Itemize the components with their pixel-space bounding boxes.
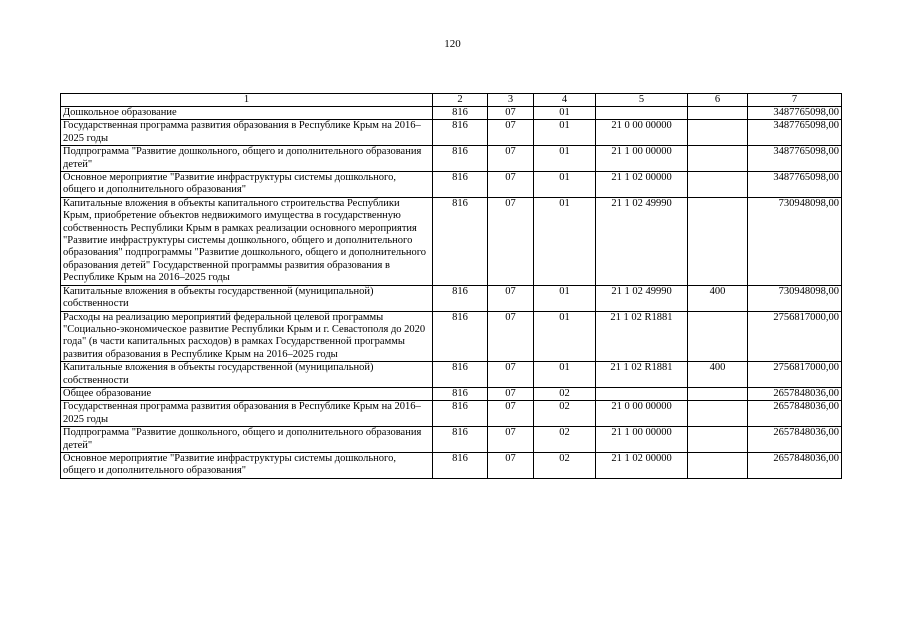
row-cell-4: 01 (534, 197, 596, 285)
row-cell-5: 21 1 02 00000 (596, 452, 688, 478)
row-cell-4: 01 (534, 146, 596, 172)
row-cell-2: 816 (433, 311, 488, 362)
table-row (61, 172, 842, 198)
row-amount-cell: 3487765098,00 (748, 120, 842, 146)
row-name-cell: Государственная программа развития образования в Республике Крым на 2016–2025 годы (61, 401, 433, 427)
row-amount-cell: 2756817000,00 (748, 311, 842, 362)
table-row (61, 362, 842, 388)
row-cell-5: 21 1 02 R1881 (596, 311, 688, 362)
table-row (61, 197, 842, 285)
row-amount-cell: 730948098,00 (748, 197, 842, 285)
row-cell-4: 02 (534, 401, 596, 427)
row-cell-3: 07 (488, 146, 534, 172)
row-cell-6: 400 (688, 362, 748, 388)
row-cell-4: 02 (534, 387, 596, 400)
row-name-cell: Основное мероприятие "Развитие инфраструктуры системы дошкольного, общего и дополнительного образования" (61, 172, 433, 198)
row-cell-4: 02 (534, 452, 596, 478)
table-row (61, 285, 842, 311)
row-name-cell: Расходы на реализацию мероприятий федеральной целевой программы "Социально-экономическое развитие Республики Крым и г. Севастополя до 2020 года" (в части капитальных расходов) в рамках Государственной программы развития образования в Республике Крым на 2016–2025 годы (61, 311, 433, 362)
row-cell-2: 816 (433, 285, 488, 311)
table-row (61, 401, 842, 427)
row-cell-2: 816 (433, 197, 488, 285)
row-name-cell: Дошкольное образование (61, 107, 433, 120)
row-cell-5: 21 1 00 00000 (596, 427, 688, 453)
row-amount-cell: 2657848036,00 (748, 387, 842, 400)
row-cell-3: 07 (488, 172, 534, 198)
row-cell-6: 400 (688, 285, 748, 311)
row-cell-6 (688, 146, 748, 172)
row-cell-5 (596, 387, 688, 400)
row-cell-6 (688, 172, 748, 198)
row-cell-3: 07 (488, 427, 534, 453)
row-cell-4: 01 (534, 362, 596, 388)
row-cell-5: 21 1 02 R1881 (596, 362, 688, 388)
row-cell-3: 07 (488, 452, 534, 478)
row-cell-5 (596, 107, 688, 120)
row-cell-6 (688, 401, 748, 427)
row-cell-2: 816 (433, 387, 488, 400)
table-row (61, 146, 842, 172)
row-cell-2: 816 (433, 120, 488, 146)
row-cell-6 (688, 107, 748, 120)
row-cell-3: 07 (488, 107, 534, 120)
row-amount-cell: 2657848036,00 (748, 401, 842, 427)
row-name-cell: Основное мероприятие "Развитие инфраструктуры системы дошкольного, общего и дополнительного образования" (61, 452, 433, 478)
row-cell-4: 01 (534, 285, 596, 311)
row-cell-5: 21 1 02 49990 (596, 285, 688, 311)
row-cell-6 (688, 452, 748, 478)
budget-table (60, 93, 842, 479)
row-cell-4: 01 (534, 107, 596, 120)
row-cell-6 (688, 427, 748, 453)
row-cell-6 (688, 120, 748, 146)
column-header: 6 (688, 94, 748, 107)
row-cell-6 (688, 387, 748, 400)
row-cell-6 (688, 197, 748, 285)
table-body (61, 107, 842, 479)
row-name-cell: Подпрограмма "Развитие дошкольного, общего и дополнительного образования детей" (61, 146, 433, 172)
row-cell-3: 07 (488, 197, 534, 285)
row-amount-cell: 2756817000,00 (748, 362, 842, 388)
column-header: 1 (61, 94, 433, 107)
row-cell-3: 07 (488, 311, 534, 362)
row-cell-3: 07 (488, 401, 534, 427)
table-row (61, 387, 842, 400)
table-header-row (61, 94, 842, 107)
row-cell-2: 816 (433, 107, 488, 120)
row-amount-cell: 2657848036,00 (748, 427, 842, 453)
row-cell-3: 07 (488, 285, 534, 311)
row-cell-5: 21 1 02 49990 (596, 197, 688, 285)
table-row (61, 120, 842, 146)
row-cell-4: 01 (534, 172, 596, 198)
row-name-cell: Государственная программа развития образования в Республике Крым на 2016–2025 годы (61, 120, 433, 146)
row-cell-3: 07 (488, 362, 534, 388)
column-header: 2 (433, 94, 488, 107)
row-name-cell: Капитальные вложения в объекты государственной (муниципальной) собственности (61, 362, 433, 388)
row-cell-2: 816 (433, 362, 488, 388)
row-cell-5: 21 1 02 00000 (596, 172, 688, 198)
row-amount-cell: 3487765098,00 (748, 146, 842, 172)
row-cell-5: 21 1 00 00000 (596, 146, 688, 172)
row-amount-cell: 3487765098,00 (748, 107, 842, 120)
row-cell-2: 816 (433, 427, 488, 453)
row-cell-3: 07 (488, 387, 534, 400)
table-row (61, 107, 842, 120)
row-cell-2: 816 (433, 146, 488, 172)
table-row (61, 452, 842, 478)
row-cell-6 (688, 311, 748, 362)
row-name-cell: Капитальные вложения в объекты государственной (муниципальной) собственности (61, 285, 433, 311)
table-row (61, 427, 842, 453)
row-cell-4: 01 (534, 311, 596, 362)
row-name-cell: Подпрограмма "Развитие дошкольного, общего и дополнительного образования детей" (61, 427, 433, 453)
row-cell-3: 07 (488, 120, 534, 146)
table-row (61, 311, 842, 362)
column-header: 7 (748, 94, 842, 107)
row-amount-cell: 730948098,00 (748, 285, 842, 311)
row-name-cell: Общее образование (61, 387, 433, 400)
page-number: 120 (444, 38, 461, 50)
row-amount-cell: 2657848036,00 (748, 452, 842, 478)
row-cell-4: 02 (534, 427, 596, 453)
row-cell-5: 21 0 00 00000 (596, 401, 688, 427)
column-header: 4 (534, 94, 596, 107)
row-cell-2: 816 (433, 401, 488, 427)
column-header: 3 (488, 94, 534, 107)
row-name-cell: Капитальные вложения в объекты капитального строительства Республики Крым, приобретение объектов недвижимого имущества в государственную собственность Республики Крым в рамках реализации основного мероприятия "Развитие инфраструктуры системы дошкольного, общего и дополнительного образования" подпрограммы "Развитие дошкольного, общего и дополнительного образования детей" Государственной программы развития образования в Республике Крым на 2016–2025 годы (61, 197, 433, 285)
row-cell-2: 816 (433, 172, 488, 198)
row-cell-2: 816 (433, 452, 488, 478)
row-cell-4: 01 (534, 120, 596, 146)
row-amount-cell: 3487765098,00 (748, 172, 842, 198)
column-header: 5 (596, 94, 688, 107)
row-cell-5: 21 0 00 00000 (596, 120, 688, 146)
